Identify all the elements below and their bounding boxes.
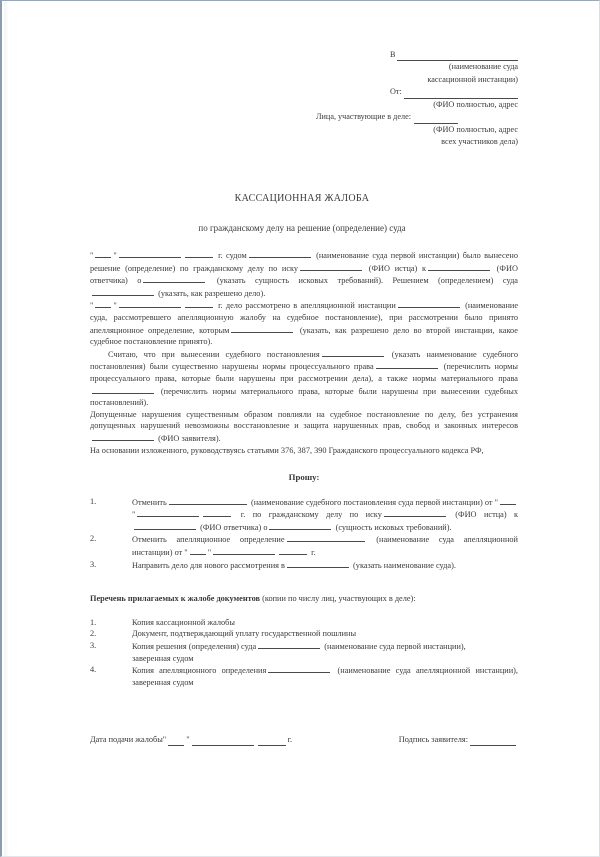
signature-group	[399, 734, 518, 746]
attachment-item-1-number: 1.	[90, 617, 97, 627]
text-appeal-note-2: (наименование суда, рассмотревшего апелляционную жалобу на судебное постановление), при рассмотрении было принято апелляционное определение, которым	[90, 301, 519, 335]
participants-row	[316, 111, 518, 123]
addressee-court-label: В	[390, 50, 396, 59]
attachment-item-4-text	[132, 664, 518, 688]
blank-court-name-1[interactable]	[249, 249, 311, 258]
addressee-block	[316, 49, 518, 149]
req1-blank-plaintiff[interactable]	[384, 508, 446, 517]
attachments-heading-rest: (копии по числу лиц, участвующих в деле):	[262, 594, 416, 604]
addressee-court-note-1: (наименование суда	[448, 62, 518, 72]
req1-blank-defendant[interactable]	[134, 521, 196, 530]
req2-d: г.	[311, 548, 316, 558]
text-legal-basis-5: На основании изложенного, руководствуясь статьями 376, 387, 390 Гражданского процессуального кодекса РФ,	[90, 445, 484, 455]
spacer-after-request-heading	[90, 484, 518, 496]
att3-c: заверенная судом	[132, 653, 194, 663]
req3-a: Направить дело для нового рассмотрения в	[132, 560, 285, 570]
filing-date-year-blank[interactable]	[258, 737, 286, 746]
text-applicant-4: (ФИО заявителя).	[158, 433, 221, 443]
quote-open-1: "	[90, 251, 94, 260]
req1-c: "	[132, 510, 136, 520]
request-heading: Прошу:	[288, 472, 320, 483]
req1-blank-year[interactable]	[203, 508, 231, 517]
quote-open-2: "	[90, 301, 94, 311]
spacer-before-footer	[90, 688, 518, 718]
paragraph-appeal-instance	[90, 299, 518, 347]
req1-blank-day[interactable]	[500, 496, 516, 505]
blank-year-1[interactable]	[185, 249, 213, 258]
req1-f: (ФИО ответчика) о	[200, 522, 268, 532]
request-item-3-text	[132, 559, 518, 572]
filing-date-label: Дата подачи жалобы	[90, 735, 163, 745]
filing-date-month-blank[interactable]	[192, 737, 254, 746]
spacer-before-request	[90, 456, 518, 472]
document-title: КАССАЦИОННАЯ ЖАЛОБА	[234, 193, 370, 204]
text-plaintiff-1: (ФИО истца) к	[368, 263, 427, 273]
req1-a: Отменить	[132, 497, 167, 507]
spacer-after-attachments-heading	[90, 605, 518, 617]
text-consider-3: Считаю, что при вынесении судебного постановления	[108, 349, 320, 359]
req1-d: г. по гражданскому делу по иску	[240, 510, 382, 520]
attachment-item-2-text: Документ, подтверждающий уплату государственной пошлины	[132, 629, 357, 639]
blank-subject-1[interactable]	[143, 274, 205, 283]
blank-year-2[interactable]	[185, 299, 213, 308]
req2-blank-day[interactable]	[190, 546, 206, 555]
paragraph-impact	[90, 409, 518, 445]
text-appeal-2: г. дело рассмотрено в апелляционной инстанции	[218, 301, 396, 311]
attachment-item-2	[90, 628, 518, 640]
blank-procedural-3[interactable]	[376, 360, 438, 369]
paragraph-legal-basis	[90, 445, 518, 457]
blank-material-3[interactable]	[92, 385, 154, 394]
req2-blank-month[interactable]	[213, 546, 275, 555]
request-item-1-text	[132, 496, 518, 534]
filing-date-quote-open: "	[162, 735, 167, 745]
quote-close-1: "	[113, 251, 117, 260]
request-item-2-number: 2.	[90, 534, 97, 544]
text-procedural-3: (указать наименование судебного постановления) были существенно нарушены нормы процессуального права	[90, 349, 518, 372]
req2-a: Отменить апелляционное определение	[132, 535, 285, 545]
req1-b: (наименование судебного постановления суда первой инстанции) от "	[250, 497, 498, 507]
attachment-item-3	[90, 640, 518, 664]
blank-month-1[interactable]	[119, 249, 181, 258]
att4-blank-court[interactable]	[268, 664, 330, 673]
quote-close-2: "	[113, 301, 117, 311]
attachment-item-1	[90, 617, 518, 629]
req1-e: (ФИО истца) к	[455, 510, 519, 520]
request-item-3-number: 3.	[90, 559, 97, 569]
addressee-from-blank[interactable]	[404, 89, 518, 99]
attachment-item-1-text: Копия кассационной жалобы	[132, 617, 235, 627]
req3-b: (указать наименование суда).	[353, 560, 456, 570]
participants-label: Лица, участвующие в деле:	[316, 112, 411, 122]
req2-b: (наименование суда апелляционной инстанции) от "	[132, 535, 519, 558]
paragraph-first-instance	[90, 249, 518, 299]
blank-month-2[interactable]	[119, 299, 181, 308]
attachments-list	[90, 617, 518, 689]
text-procedural-note-3: (перечислить нормы процессуального права, которые были нарушены при рассмотрении дела), а также нормы материального права	[90, 362, 518, 383]
attachments-heading-bold: Перечень прилагаемых к жалобе документов	[90, 594, 261, 604]
text-defendant-1: (ФИО ответчика) о	[90, 263, 518, 286]
document-body	[90, 249, 518, 746]
addressee-court-row	[390, 49, 518, 61]
req1-blank-month[interactable]	[137, 508, 199, 517]
att4-b: (наименование суда апелляционной инстанции), заверенная судом	[132, 666, 519, 687]
req1-blank-subject[interactable]	[269, 521, 331, 530]
attachment-item-2-number: 2.	[90, 629, 97, 639]
text-material-note-3: (перечислить нормы материального права, которые были нарушены при вынесении судебных постановлений).	[90, 386, 518, 408]
attachment-item-4	[90, 664, 518, 688]
filing-date-day-blank[interactable]	[168, 737, 184, 746]
blank-outcome-1[interactable]	[92, 287, 154, 296]
req1-g: (сущность исковых требований).	[335, 522, 452, 532]
request-item-2	[90, 533, 518, 558]
blank-plaintiff-1[interactable]	[300, 262, 362, 271]
request-item-3	[90, 559, 518, 572]
blank-ruling-name-3[interactable]	[322, 348, 384, 357]
signature-label: Подпись заявителя:	[398, 735, 468, 745]
addressee-court-blank[interactable]	[397, 51, 518, 61]
filing-date-group	[90, 734, 292, 746]
addressee-from-note: (ФИО полностью, адрес	[433, 99, 518, 109]
signature-blank[interactable]	[470, 737, 516, 746]
req2-blank-year[interactable]	[279, 546, 307, 555]
request-item-2-text	[132, 533, 518, 558]
request-list	[90, 496, 518, 572]
footer-row	[90, 734, 518, 746]
att4-a: Копия апелляционного определения	[132, 666, 267, 676]
req2-blank-ruling[interactable]	[287, 533, 365, 542]
attachments-heading	[90, 593, 518, 605]
attachment-item-3-number: 3.	[90, 641, 97, 651]
text-subject-1: (указать сущность исковых требований). Решением (определением) суда	[216, 276, 518, 286]
attachment-item-3-text	[132, 640, 518, 664]
att3-blank-court[interactable]	[258, 640, 320, 649]
filing-date-year-suffix: г.	[287, 735, 293, 745]
blank-defendant-1[interactable]	[428, 262, 490, 271]
participants-note-2: всех участников дела)	[441, 137, 518, 147]
att3-a: Копия решения (определения) суда	[132, 642, 257, 652]
text-appeal-outcome-2: (указать, как разрешено дело во второй инстанции, какое судебное постановление принято).	[90, 325, 518, 347]
text-outcome-1: (указать, как разрешено дело).	[158, 288, 266, 298]
req3-blank-court[interactable]	[287, 559, 349, 568]
text-court-1: г. судом	[218, 251, 247, 260]
blank-day-2[interactable]	[95, 299, 111, 308]
attachment-item-4-number: 4.	[90, 665, 97, 675]
spacer-before-footer-2	[90, 718, 518, 734]
spacer-before-attachments	[90, 571, 518, 593]
text-impact-4: Допущенные нарушения существенным образом повлияли на судебное постановление по делу, без устранения допущенных нарушений невозможны восстановление и защита нарушенных прав, свобод и законных интересов	[90, 409, 518, 431]
paragraph-violations	[90, 348, 518, 409]
text-court-note-1: (наименование суда первой инстанции) было вынесено решение (определение) по гражданскому делу по иску	[90, 251, 519, 273]
addressee-from-row	[390, 86, 518, 98]
blank-appeal-outcome-2[interactable]	[231, 324, 293, 333]
req2-c: "	[207, 548, 212, 558]
req1-blank-ruling[interactable]	[169, 496, 247, 505]
filing-date-quote-close: "	[186, 735, 190, 745]
att3-b: (наименование суда первой инстанции),	[324, 642, 466, 652]
request-item-1	[90, 496, 518, 534]
addressee-from-label: От:	[390, 87, 402, 97]
addressee-court-note-2: кассационной инстанции)	[427, 74, 518, 84]
document-sheet	[2, 1, 600, 857]
participants-blank[interactable]	[414, 114, 458, 124]
blank-appeal-court-2[interactable]	[398, 299, 460, 308]
document-subtitle: по гражданскому делу на решение (определение) суда	[198, 223, 406, 233]
blank-applicant-4[interactable]	[92, 432, 154, 441]
blank-day-1[interactable]	[95, 249, 111, 258]
participants-note-1: (ФИО полностью, адрес	[433, 124, 518, 134]
request-item-1-number: 1.	[90, 496, 97, 506]
